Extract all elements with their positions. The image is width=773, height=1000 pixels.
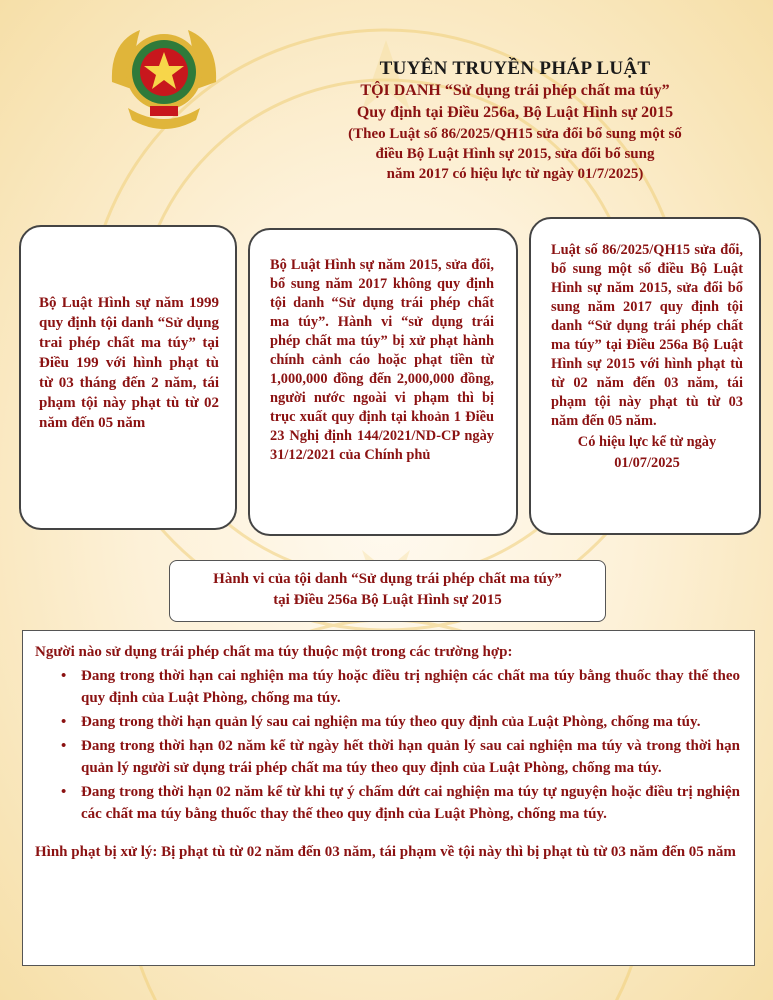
act-box-line-2: tại Điều 256a Bộ Luật Hình sự 2015: [273, 592, 502, 608]
note-line-2: điều Bộ Luật Hình sự 2015, sửa đổi bổ sung: [375, 146, 655, 162]
list-item: • Đang trong thời hạn quản lý sau cai nghiện ma túy theo quy định của Luật Phòng, chống ma túy.: [35, 711, 740, 733]
bullet-icon: •: [61, 784, 67, 800]
cases-list: [35, 665, 740, 825]
effective-label: Có hiệu lực kể từ ngày: [577, 434, 717, 450]
bullet-icon: •: [61, 738, 67, 754]
card-1999-text: Bộ Luật Hình sự năm 1999 quy định tội danh “Sử dụng trai phép chất ma túy” tại Điều 199 với hình phạt tù từ 03 tháng đến 2 năm, tái phạm tội này phạt tù từ 02 năm đến 05 năm: [39, 295, 219, 431]
act-box: [169, 560, 606, 622]
bullet-icon: •: [61, 668, 67, 684]
note-line-3: năm 2017 có hiệu lực từ ngày 01/7/2025): [386, 166, 644, 182]
card-1999-code: [19, 225, 237, 530]
cases-box: [22, 630, 755, 966]
note-line-1: (Theo Luật số 86/2025/QH15 sửa đổi bổ sung một số: [348, 126, 682, 142]
penalty-text: Hình phạt bị xử lý: Bị phạt tù từ 02 năm đến 03 năm, tái phạm về tội này thì bị phạt tù từ 03 năm đến 05 năm: [35, 844, 736, 860]
page-title: TUYÊN TRUYỀN PHÁP LUẬT: [379, 58, 651, 79]
list-item: • Đang trong thời hạn cai nghiện ma túy hoặc điều trị nghiện các chất ma túy bằng thuốc thay thế theo quy định của Luật Phòng, chống ma túy.: [35, 665, 740, 709]
list-item: • Đang trong thời hạn 02 năm kể từ khi tự ý chấm dứt cai nghiện ma túy tự nguyện hoặc điều trị nghiện các chất ma túy bằng thuốc thay thế theo quy định của Luật Phòng, chống ma túy.: [35, 781, 740, 825]
regulation-line: Quy định tại Điều 256a, Bộ Luật Hình sự 2015: [356, 104, 674, 121]
bullet-icon: •: [61, 714, 67, 730]
effective-date: 01/07/2025: [614, 455, 680, 471]
card-2015-text: Bộ Luật Hình sự năm 2015, sửa đổi, bổ sung năm 2017 không quy định tội danh “Sử dụng trái phép chất ma túy”. Hành vi “sử dụng trái phép chất ma túy” bị xử phạt hành chính cảnh cáo hoặc phạt tiền từ 1,000,000 đồng đến 2,000,000 đồng, người nước ngoài vi phạm thì bị trục xuất quy định tại khoản 1 Điều 23 Nghị định 144/2021/ND-CP ngày 31/12/2021 của Chính phủ: [270, 257, 494, 463]
card-2025-law: [529, 217, 761, 535]
card-2025-text: Luật số 86/2025/QH15 sửa đổi, bổ sung một số điều Bộ Luật Hình sự năm 2015, sửa đổi bổ sung năm 2017 quy định tội danh “Sử dụng trái phép chất ma túy” tại Điều 256a Bộ Luật Hình sự 2015 với hình phạt tù từ 02 năm đến 03 năm, tái phạm tội này phạt tù từ 03 năm đến 05 năm.: [551, 242, 743, 429]
list-item: • Đang trong thời hạn 02 năm kể từ ngày hết thời hạn quản lý sau cai nghiện ma túy và trong thời hạn quản lý người sử dụng trái phép chất ma túy theo quy định của Luật Phòng, chống ma túy.: [35, 735, 740, 779]
crime-name: TỘI DANH “Sử dụng trái phép chất ma túy”: [360, 82, 670, 99]
act-box-line-1: Hành vi của tội danh “Sử dụng trái phép chất ma túy”: [213, 571, 562, 587]
page-header: [285, 58, 745, 184]
police-emblem-icon: [100, 12, 228, 140]
card-2015-code: [248, 228, 518, 536]
cases-intro: Người nào sử dụng trái phép chất ma túy thuộc một trong các trường hợp:: [35, 644, 513, 660]
